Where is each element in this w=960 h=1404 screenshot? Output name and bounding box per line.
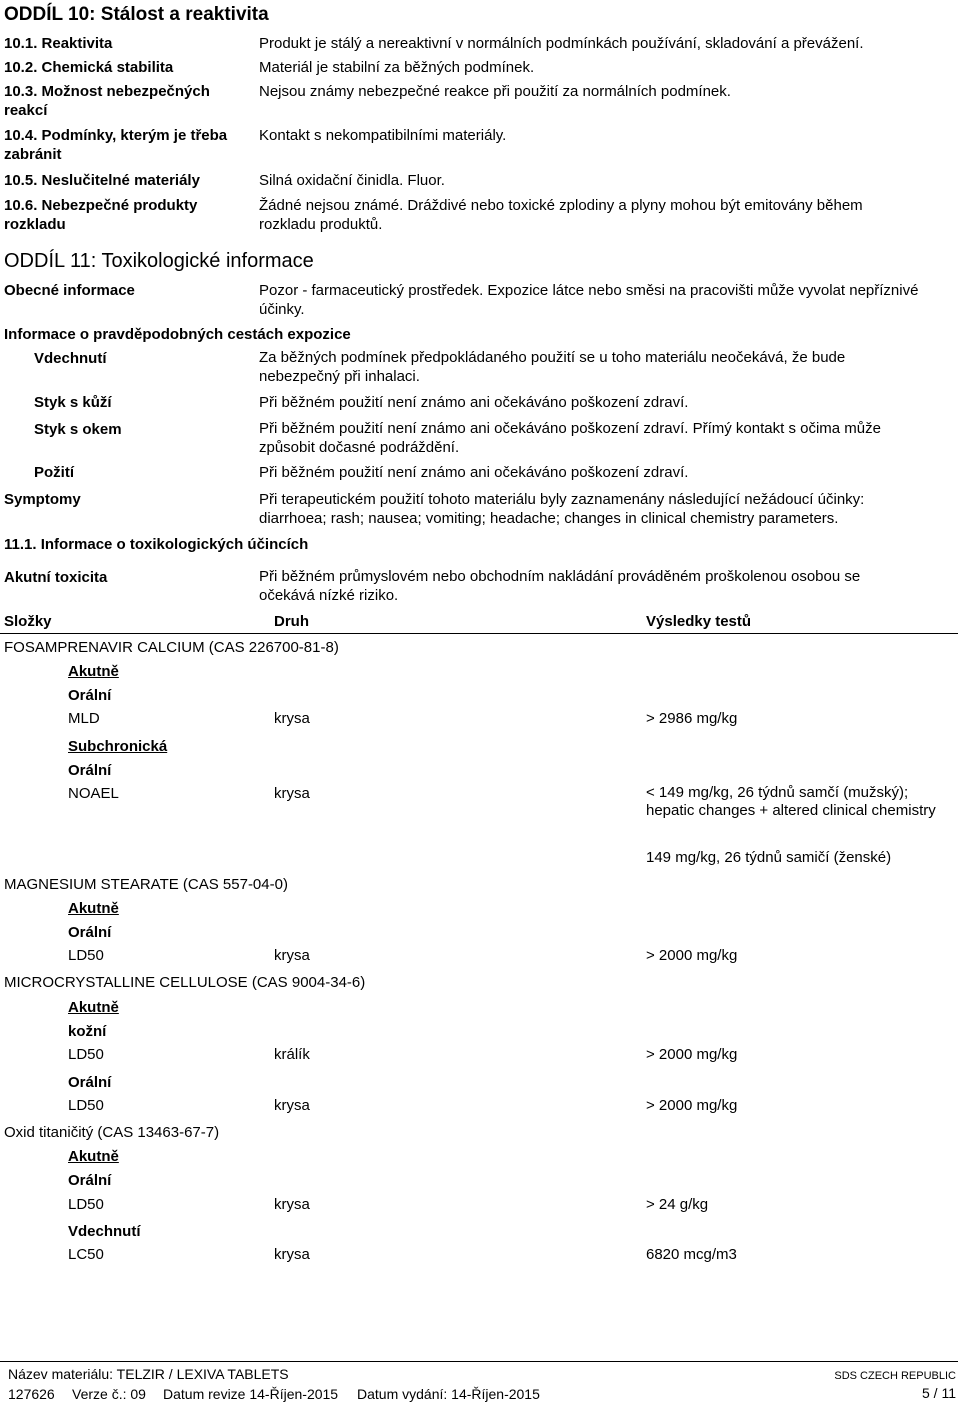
test-result-secondary: 149 mg/kg, 26 týdnů samičí (ženské) — [646, 849, 892, 866]
column-header-results: Výsledky testů — [646, 613, 752, 630]
acute-toxicity-value: Při běžném průmyslovém nebo obchodním nakládání prováděném proškolenou osobou se očekává nízké riziko. — [259, 568, 861, 604]
s10-row-label: 10.5. Neslučitelné materiály — [4, 172, 200, 189]
exposure-routes-heading: Informace o pravděpodobných cestách expozice — [4, 326, 351, 343]
test-type: LD50 — [68, 1196, 104, 1213]
exposure-route: Orální — [68, 1172, 112, 1189]
toxicology-effects-heading: 11.1. Informace o toxikologických účincích — [4, 536, 309, 553]
section-11-heading: ODDÍL 11: Toxikologické informace — [4, 250, 314, 272]
test-species: krysa — [274, 710, 310, 727]
exposure-route: Vdechnutí — [68, 1223, 141, 1240]
test-result: > 2000 mg/kg — [646, 1046, 738, 1063]
footer-material-name: Název materiálu: TELZIR / LEXIVA TABLETS — [8, 1366, 289, 1382]
s10-row-label: 10.4. Podmínky, kterým je třeba zabránit — [4, 127, 228, 163]
s10-row-value: Žádné nejsou známé. Dráždivé nebo toxické zplodiny a plyny mohou být emitovány během rozkladu produktů. — [259, 197, 863, 233]
s10-row-label: 10.3. Možnost nebezpečných reakcí — [4, 83, 210, 119]
test-species: krysa — [274, 1196, 310, 1213]
table-header-rule — [0, 633, 958, 634]
test-type: LC50 — [68, 1246, 104, 1263]
s10-row-value: Materiál je stabilní za běžných podmínek. — [259, 59, 535, 76]
s10-row-label: 10.2. Chemická stabilita — [4, 59, 174, 76]
acute-toxicity-label: Akutní toxicita — [4, 569, 108, 586]
s10-row-value: Produkt je stálý a nereaktivní v normálních podmínkách používání, skladování a převážení. — [259, 35, 864, 52]
substance-name: MICROCRYSTALLINE CELLULOSE (CAS 9004-34-6) — [4, 974, 366, 991]
test-type: MLD — [68, 710, 100, 727]
symptoms-label: Symptomy — [4, 491, 81, 508]
route-value: Při běžném použití není známo ani očekáváno poškození zdraví. — [259, 394, 689, 411]
test-type: LD50 — [68, 1046, 104, 1063]
test-result: > 2986 mg/kg — [646, 710, 738, 727]
exposure-route: kožní — [68, 1023, 107, 1040]
test-result: 6820 mcg/m3 — [646, 1246, 737, 1263]
test-type: NOAEL — [68, 785, 119, 802]
footer-doc-number: 127626 — [8, 1386, 55, 1402]
test-result: < 149 mg/kg, 26 týdnů samčí (mužský); hepatic changes + altered clinical chemistry — [646, 784, 936, 819]
column-header-species: Druh — [274, 613, 309, 630]
footer-sds-region: SDS CZECH REPUBLIC — [834, 1370, 956, 1382]
footer-issue-date: Datum vydání: 14-Říjen-2015 — [357, 1386, 540, 1402]
test-type: LD50 — [68, 947, 104, 964]
toxicity-category: Akutně — [68, 1148, 119, 1165]
test-species: krysa — [274, 785, 310, 802]
test-result: > 2000 mg/kg — [646, 947, 738, 964]
s10-row-value: Nejsou známy nebezpečné reakce při použití za normálních podmínek. — [259, 83, 731, 100]
substance-name: MAGNESIUM STEARATE (CAS 557-04-0) — [4, 876, 288, 893]
toxicity-category: Subchronická — [68, 738, 168, 755]
s10-row-value: Silná oxidační činidla. Fluor. — [259, 172, 445, 189]
exposure-route: Orální — [68, 687, 112, 704]
route-label: Styk s kůží — [34, 394, 112, 411]
s10-row-label: 10.1. Reaktivita — [4, 35, 113, 52]
symptoms-value: Při terapeutickém použití tohoto materiálu byly zaznamenány následující nežádoucí účinky: diarrhoea; rash; nausea; vomiting; headache; changes in clinical chemistry parameters. — [259, 491, 865, 527]
substance-name: FOSAMPRENAVIR CALCIUM (CAS 226700-81-8) — [4, 639, 339, 656]
exposure-route: Orální — [68, 762, 112, 779]
route-value: Za běžných podmínek předpokládaného použití se u toho materiálu neočekává, že bude nebezpečný při inhalaci. — [259, 349, 846, 385]
footer-revision-date: Datum revize 14-Říjen-2015 — [163, 1386, 339, 1402]
general-info-value: Pozor - farmaceutický prostředek. Expozice látce nebo směsi na pracovišti může vyvolat nepříznivé účinky. — [259, 282, 919, 318]
toxicity-category: Akutně — [68, 900, 119, 917]
route-label: Požití — [34, 464, 74, 481]
s10-row-label: 10.6. Nebezpečné produkty rozkladu — [4, 197, 198, 233]
footer-page-number: 5 / 11 — [922, 1385, 956, 1401]
s10-row-value: Kontakt s nekompatibilními materiály. — [259, 127, 507, 144]
test-result: > 24 g/kg — [646, 1196, 709, 1213]
test-species: krysa — [274, 1246, 310, 1263]
general-info-label: Obecné informace — [4, 282, 135, 299]
substance-name: Oxid titaničitý (CAS 13463-67-7) — [4, 1124, 220, 1141]
route-label: Vdechnutí — [34, 350, 107, 367]
route-label: Styk s okem — [34, 421, 122, 438]
footer-version: Verze č.: 09 — [72, 1386, 146, 1402]
route-value: Při běžném použití není známo ani očekáváno poškození zdraví. — [259, 464, 689, 481]
toxicity-category: Akutně — [68, 663, 119, 680]
test-type: LD50 — [68, 1097, 104, 1114]
route-value: Při běžném použití není známo ani očekáváno poškození zdraví. Přímý kontakt s očima může způsobit dočasné podráždění. — [259, 420, 881, 456]
toxicity-category: Akutně — [68, 999, 119, 1016]
test-species: krysa — [274, 947, 310, 964]
test-result: > 2000 mg/kg — [646, 1097, 738, 1114]
exposure-route: Orální — [68, 924, 112, 941]
column-header-components: Složky — [4, 613, 52, 630]
test-species: krysa — [274, 1097, 310, 1114]
test-species: králík — [274, 1046, 310, 1063]
exposure-route: Orální — [68, 1074, 112, 1091]
footer-rule — [0, 1361, 958, 1362]
section-10-heading: ODDÍL 10: Stálost a reaktivita — [4, 4, 269, 25]
